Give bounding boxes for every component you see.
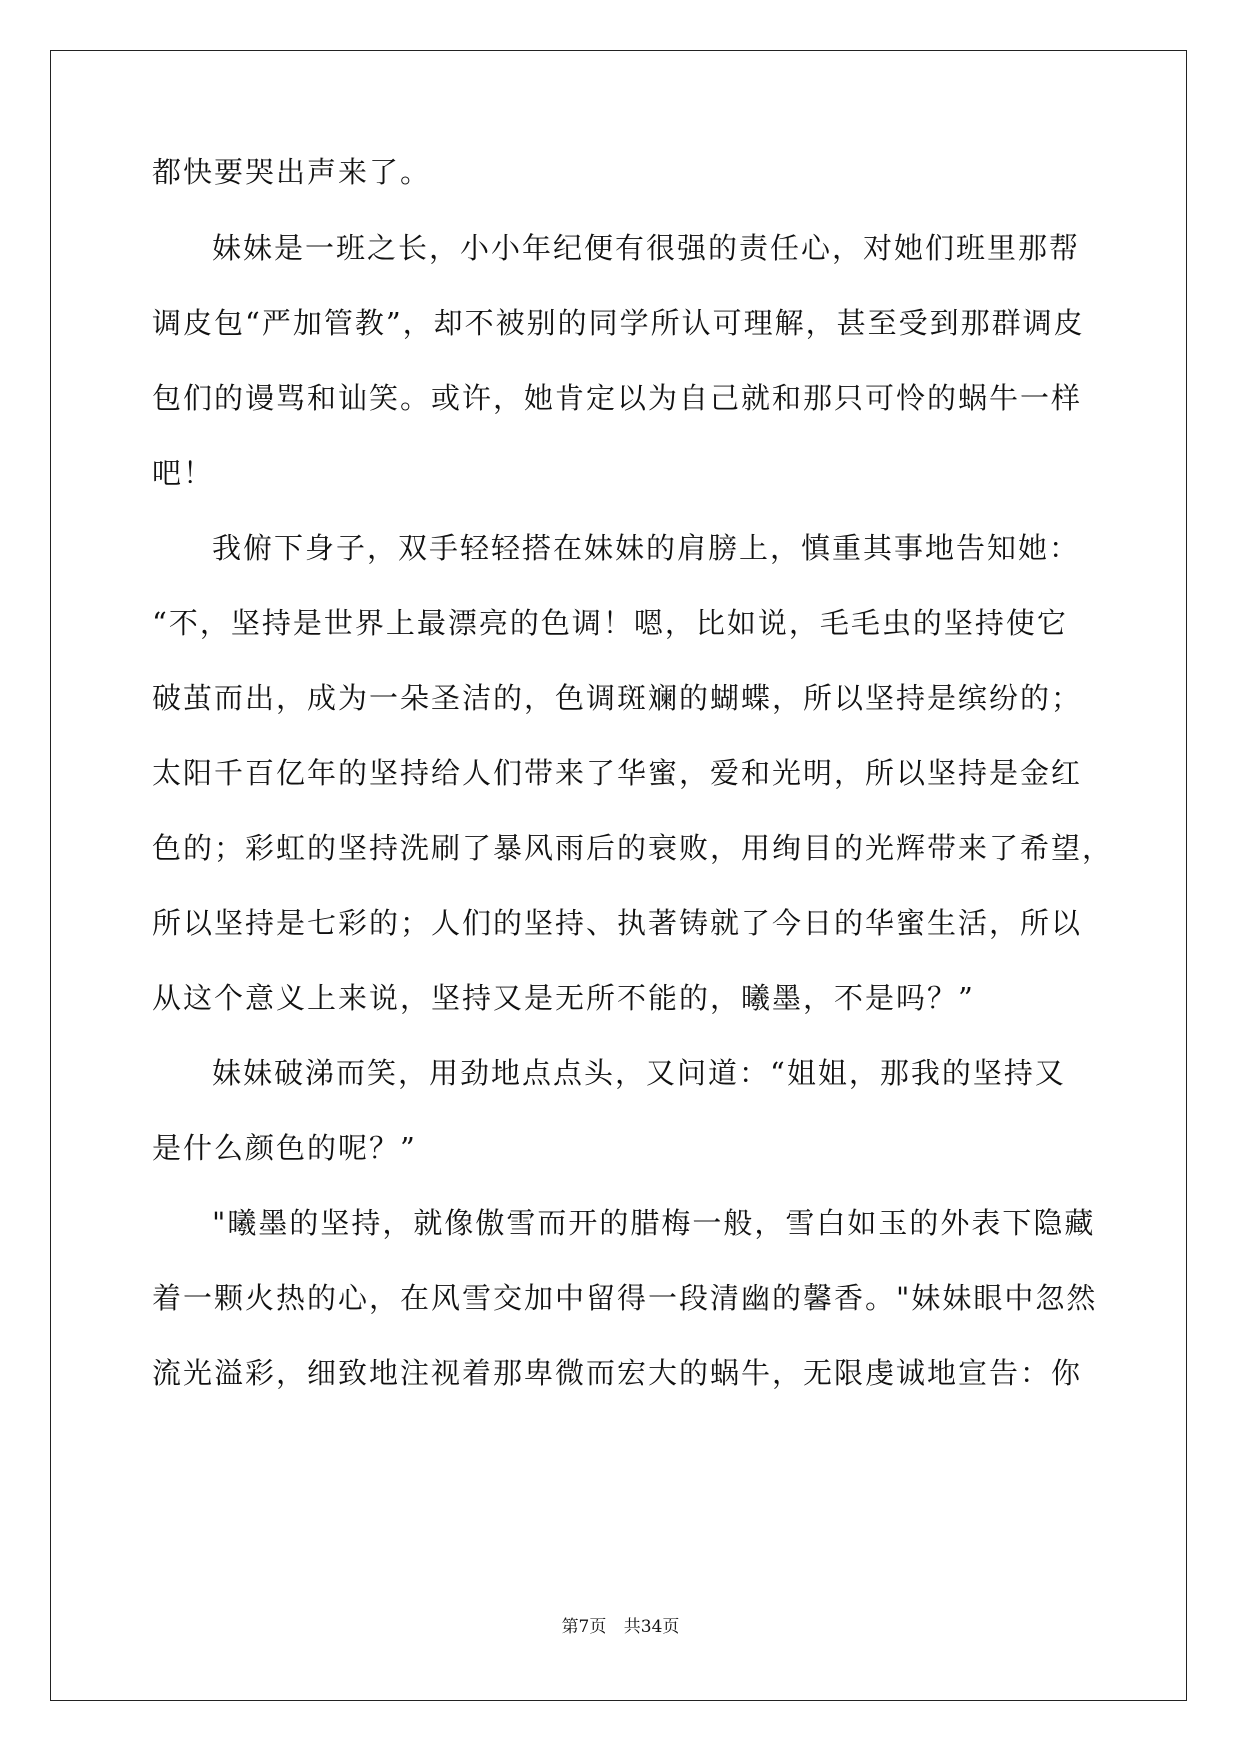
text-line: 我俯下身子，双手轻轻搭在妹妹的肩膀上，慎重其事地告知她： xyxy=(212,531,1081,565)
text-line: 调皮包“严加管教”，却不被别的同学所认可理解，甚至受到那群调皮 xyxy=(152,306,1085,340)
text-line: “不，坚持是世界上最漂亮的色调！嗯，比如说，毛毛虫的坚持使它 xyxy=(152,606,1068,640)
text-line: 流光溢彩，细致地注视着那卑微而宏大的蜗牛，无限虔诚地宣告：你 xyxy=(152,1356,1083,1390)
page-frame xyxy=(50,50,1187,1701)
text-line: 所以坚持是七彩的；人们的坚持、执著铸就了今日的华蜜生活，所以 xyxy=(152,906,1083,940)
text-line: 是什么颜色的呢？” xyxy=(152,1131,417,1165)
text-line: 包们的谩骂和讪笑。或许，她肯定以为自己就和那只可怜的蜗牛一样 xyxy=(152,381,1083,415)
text-line: 妹妹是一班之长，小小年纪便有很强的责任心，对她们班里那帮 xyxy=(212,231,1081,265)
text-line: 妹妹破涕而笑，用劲地点点头，又问道：“姐姐，那我的坚持又 xyxy=(212,1056,1066,1090)
text-line: 都快要哭出声来了。 xyxy=(152,155,432,189)
page-number: 第7页 xyxy=(561,1617,607,1637)
page-footer xyxy=(0,1612,1241,1637)
text-line: 着一颗火热的心，在风雪交加中留得一段清幽的馨香。"妹妹眼中忽然 xyxy=(152,1281,1098,1315)
page-total: 共34页 xyxy=(623,1617,680,1637)
text-line: 吧！ xyxy=(152,456,215,490)
text-line: 色的；彩虹的坚持洗刷了暴风雨后的衰败，用绚目的光辉带来了希望， xyxy=(152,831,1114,865)
text-line: 破茧而出，成为一朵圣洁的，色调斑斓的蝴蝶，所以坚持是缤纷的； xyxy=(152,681,1083,715)
text-line: 太阳千百亿年的坚持给人们带来了华蜜，爱和光明，所以坚持是金红 xyxy=(152,756,1083,790)
text-line: "曦墨的坚持，就像傲雪而开的腊梅一般，雪白如玉的外表下隐藏 xyxy=(212,1206,1096,1240)
text-line: 从这个意义上来说，坚持又是无所不能的，曦墨，不是吗？” xyxy=(152,981,975,1015)
